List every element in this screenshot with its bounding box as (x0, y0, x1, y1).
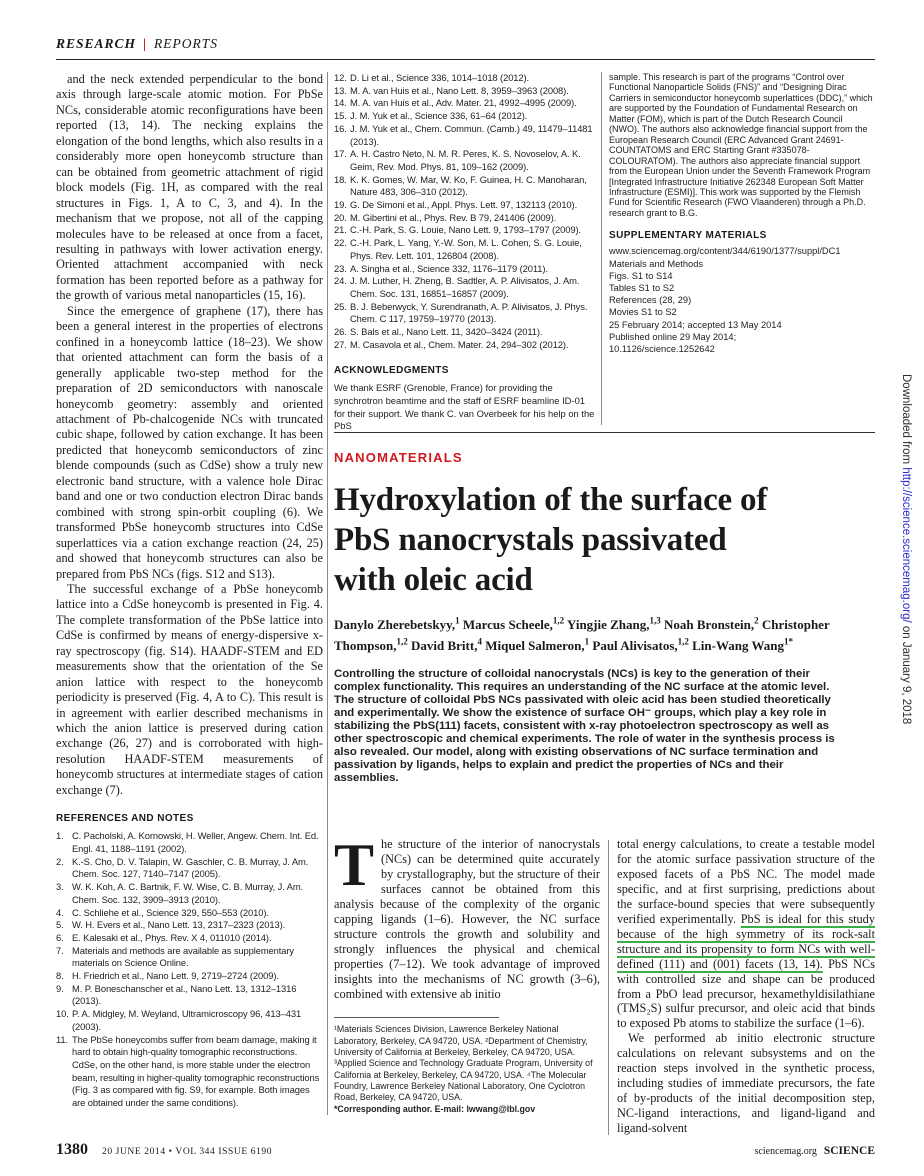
author-affiliation-sup: 1,3 (649, 616, 661, 626)
body-paragraph: Since the emergence of graphene (17), there has been a general interest in the properties of electrons confined in a honeycomb lattice (18–23). We show that oriented attachment can form the basis of a generally applicable two-step method for the preparation of 2D semiconductors with nanoscale honeycomb geometry: assembly and oriented attachment of Pb-chalcogenide NCs with truncated cubic shape, followed by cation exchange. It has been predicted that honeycomb semiconductors of zinc blende compounds (such as CdSe) show a truly new electronic band structure, with a valence hole Dirac band and one or two conduction electron Dirac bands combined with strong spin-orbit coupling (6). We transformed PbSe honeycomb structures into CdSe superlattices via a cation exchange reaction (24, 25) and showed that honeycomb structures can also be prepared from PbS NCs (figs. S12 and S13). (56, 303, 323, 581)
article-body-col-b (617, 837, 875, 1136)
footer-site: sciencemag.org (754, 1146, 817, 1157)
reference-text: D. Li et al., Science 336, 1014–1018 (2012). (350, 72, 530, 83)
page-footer (56, 1141, 875, 1159)
reference-number: 15. (334, 110, 347, 122)
author-name: Lin-Wang Wang (692, 638, 785, 654)
reference-item (334, 224, 596, 237)
header-rule (56, 59, 875, 60)
footer-brand: SCIENCE (823, 1145, 875, 1157)
reference-number: 14. (334, 97, 347, 109)
reference-item (56, 983, 323, 1008)
reference-item (56, 881, 323, 906)
reference-number: 23. (334, 262, 347, 274)
reference-text: K.-S. Cho, D. V. Talapin, W. Gaschler, C. B. Murray, J. Am. Chem. Soc. 127, 7140–7147 (2005). (72, 855, 309, 880)
date-line: 10.1126/science.1252642 (609, 343, 715, 354)
reference-item (334, 174, 596, 199)
continued-paragraph (617, 837, 875, 1031)
acknowledgments-heading: ACKNOWLEDGMENTS (334, 365, 449, 377)
supplementary-line: Materials and Methods (609, 258, 704, 269)
author (411, 638, 485, 653)
column-previous-article (56, 72, 323, 1110)
reference-item (56, 945, 323, 970)
article-abstract: Controlling the structure of colloidal nanocrystals (NCs) is key to the generation of their complex functionality. This requires an understanding of the NC surface at the atomic level. The structure of colloidal PbS NCs passivated with oleic acid has been studied theoretically and experimentally. We show the existence of surface OH⁻ groups, which play a key role in stabilizing the PbS(111) facets, consistent with x-ray photoelectron spectroscopy as well as other spectroscopic and chemical experiments. The role of water in the synthesis process is also revealed. Our model, along with existing observations of NC surface termination and passivation by ligands, helps to explain and predict the properties of NCs and their assemblies. (334, 667, 835, 785)
supplementary-heading: SUPPLEMENTARY MATERIALS (609, 230, 767, 242)
reference-number: 22. (334, 237, 347, 249)
reference-number: 27. (334, 338, 347, 350)
reference-number: 1. (56, 830, 64, 842)
reference-text: Materials and methods are available as supplementary materials on Science Online. (72, 944, 295, 969)
reference-item (334, 339, 596, 352)
reference-text: K. K. Gomes, W. Mar, W. Ko, F. Guinea, H. C. Manoharan, Nature 483, 306–310 (2012). (350, 173, 587, 198)
date-line: Published online 29 May 2014; (609, 331, 737, 342)
author (485, 638, 592, 653)
acknowledgments-continued: sample. This research is part of the programs “Control over Functional Nanoparticle Solids (FNS)” and “Designing Dirac Carriers in semiconductor honeycomb superlattices (DDC),” which are supported by the Foundation of Fundamental Research on Matter (FOM), which is part of the Dutch Research Council (NWO). The authors also acknowledge financial support from the European Research Council (ERC Advanced Grant 24691-COUNTATOMS and ERC Starting Grant #335078-COLOURATOM). The authors also appreciate financial support from the European Union under the Seventh Framework Program [Integrated Infrastructure Initiative 262348 European Soft Matter Infrastructure (ESMI)]. This work was supported by the Flemish Fund for Scientific Research (FWO Vlaanderen) through a Ph.D. research grant to B.G. (609, 72, 873, 218)
reference-number: 2. (56, 855, 64, 867)
title-line: with oleic acid (334, 562, 533, 598)
reference-number: 21. (334, 224, 347, 236)
supplementary-list (609, 245, 873, 318)
column-rule-body (608, 840, 609, 1135)
article-title (334, 480, 875, 600)
reference-item (334, 212, 596, 225)
reference-item (334, 275, 596, 300)
reference-text: J. M. Luther, H. Zheng, B. Sadtler, A. P. Alivisatos, J. Am. Chem. Soc. 131, 16851–16857 (2009). (350, 275, 580, 299)
reference-list-12-27 (334, 72, 596, 351)
download-watermark (900, 374, 912, 814)
reference-text: P. A. Midgley, M. Weyland, Ultramicroscopy 96, 413–431 (2003). (72, 1008, 302, 1032)
reference-number: 25. (334, 300, 347, 312)
author-affiliation-sup: 1 (455, 616, 460, 626)
article-top-rule (334, 432, 875, 433)
reference-item (334, 263, 596, 276)
author-name: Miquel Salmeron, (485, 638, 585, 654)
reference-number: 26. (334, 326, 347, 338)
supplementary-line: www.sciencemag.org/content/344/6190/1377/suppl/DC1 (609, 246, 841, 257)
green-underlined-annotation[interactable]: PbS is ideal for this study because of the high symmetry of its rock-salt structure and its propensity to form NCs with well-defined (111) and (001) facets (13, 14). (617, 911, 875, 971)
footnote-rule (334, 1017, 499, 1018)
author (592, 638, 692, 653)
reference-item (56, 1008, 323, 1033)
author-name: Yingjie Zhang, (566, 617, 650, 633)
reference-text: E. Kalesaki et al., Phys. Rev. X 4, 011010 (2014). (72, 931, 272, 943)
reference-text: C.-H. Park, L. Yang, Y.-W. Son, M. L. Cohen, S. G. Louie, Phys. Rev. Lett. 101, 126804 (2008). (350, 237, 582, 261)
reference-text: G. De Simoni et al., Appl. Phys. Lett. 97, 132113 (2010). (350, 199, 578, 211)
reference-text: C.-H. Park, S. G. Louie, Nano Lett. 9, 1793–1797 (2009). (350, 224, 581, 236)
reference-item (56, 919, 323, 932)
reference-number: 6. (56, 931, 64, 943)
header-reports-label: REPORTS (154, 36, 219, 51)
corresponding-author-note: *Corresponding author. E-mail: lwwang@lbl.gov (334, 1103, 536, 1114)
author-name: Marcus Scheele, (462, 617, 553, 633)
article-body-col-a (334, 832, 600, 1115)
author (567, 617, 664, 632)
header-divider: | (143, 36, 148, 51)
article-head (334, 450, 875, 785)
reference-text: W. K. Koh, A. C. Bartnik, F. W. Wise, C. B. Murray, J. Am. Chem. Soc. 132, 3909–3913 (2010). (72, 881, 304, 905)
acknowledgments-text: We thank ESRF (Grenoble, France) for providing the synchrotron beamtime and the staff of ESRF beamline ID-01 for their support. We thank C. van Overbeek for his help on the PbS (334, 382, 595, 432)
author-name: Danylo Zherebetskyy, (334, 617, 456, 633)
affiliations-footnote: ¹Materials Sciences Division, Lawrence Berkeley National Laboratory, Berkeley, CA 94720, USA. ²Department of Chemistry, University of California at Berkeley, Berkeley, CA 94720, USA. ³Applied Science and Technology Graduate Program, University of California at Berkeley, Berkeley, CA 94720, USA. ⁴The Molecular Foundry, Lawrence Berkeley National Laboratory, One Cyclotron Road, Berkeley, CA 94720, USA. (334, 1024, 593, 1103)
reference-text: M. A. van Huis et al., Nano Lett. 8, 3959–3963 (2008). (350, 84, 569, 96)
column-rule-mid (601, 72, 602, 425)
reference-text: C. Schliehe et al., Science 329, 550–553 (2010). (72, 906, 269, 918)
reference-number: 7. (56, 944, 64, 956)
author-affiliation-sup: 1,2 (677, 636, 689, 647)
reference-text: A. H. Castro Neto, N. M. R. Peres, K. S. Novoselov, A. K. Geim, Rev. Mod. Phys. 81, 109–162 (2009). (350, 148, 581, 172)
author-name: Noah Bronstein, (664, 617, 755, 633)
reference-text: W. H. Evers et al., Nano Lett. 13, 2317–2323 (2013). (72, 919, 286, 931)
reference-item (334, 123, 596, 148)
reference-number: 17. (334, 148, 347, 160)
reference-text: H. Friedrich et al., Nano Lett. 9, 2719–2724 (2009). (72, 970, 279, 982)
previous-article-text (56, 72, 323, 798)
reference-number: 20. (334, 211, 347, 223)
second-paragraph: We performed ab initio electronic structure calculations on relevant subsystems and on the reaction steps involved in the synthetic process, including studies of immediate precursors, the fate of by-products of the initial decomposition step, NC-ligand interactions, and ligand-ligand and ligand-solvent (617, 1031, 875, 1136)
reference-number: 3. (56, 881, 64, 893)
reference-text: The PbSe honeycombs suffer from beam damage, making it hard to obtain high-quality tomographic reconstructions. CdSe, on the other hand, is more stable under the electron beam, resulting in higher-quality tomographic reconstructions (Fig. 3 as compared with fig. S9, for example. Both images are obtained under the same conditions). (72, 1033, 320, 1109)
author (463, 617, 567, 632)
author (334, 617, 463, 632)
reference-text: B. J. Beberwyck, Y. Surendranath, A. P. Alivisatos, J. Phys. Chem. C 117, 19759–19770 (2013). (350, 300, 588, 325)
author-affiliation-sup: 1,2 (552, 616, 565, 626)
reference-item (56, 830, 323, 855)
body-paragraph: The successful exchange of a PbSe honeycomb lattice into a CdSe honeycomb is presented in Fig. 4. The complete transformation of the PbSe lattice into CdSe is confirmed by means of energy-dispersive x-ray spectroscopy (fig. S14). HAADF-STEM and ED measurements show that the orientation of the Se anion lattice with respect to the honeycomb periodicity is preserved (Fig. 4, A to C). This result is in agreement with earlier described mechanisms in which the anion lattice is preserved during cation exchange (26, 27) and is corroborated with high-resolution HAADF-STEM measurements of honeycomb structures at intermediate stages of cation exchange (7). (56, 581, 323, 797)
reference-number: 12. (334, 72, 347, 83)
reference-number: 13. (334, 84, 347, 96)
reference-item (56, 1034, 323, 1110)
reference-text: M. P. Boneschanscher et al., Nano Lett. 13, 1312–1316 (2013). (72, 982, 297, 1007)
reference-item (334, 85, 596, 98)
author-affiliation-sup: 2 (754, 616, 759, 626)
reference-item (334, 72, 596, 85)
reference-text: S. Bals et al., Nano Lett. 11, 3420–3424 (2011). (350, 326, 543, 338)
reference-text: C. Pacholski, A. Kornowski, H. Weller, Angew. Chem. Int. Ed. Engl. 41, 1188–1191 (2002). (72, 830, 319, 854)
author-affiliation-sup: 1 (584, 636, 590, 647)
body-paragraph: and the neck extended perpendicular to the bond axis through large-scale atomic motion. For PbSe NCs, considerable atomic reconfigurations have been reported (13, 14). The necking explains the elongation of the bond lengths, which also results in a considerably more open honeycomb structure than can be obtained from geometric attachment of rigid block models (Fig. 1H, as compared with the real structures in Figs. 1, A to C, 3, and 4). In the mechanism that we propose, not all of the capping molecules have to be released at once from a facet, resulting in pathways with lower activation energy. Oriented attachment accompanied with neck formation has been reported before as a pathway for the growth of various metal nanoparticles (15, 16). (56, 72, 323, 303)
supplementary-line: References (28, 29) (609, 295, 692, 306)
footnote-block (334, 1017, 600, 1114)
reference-number: 16. (334, 122, 347, 134)
reference-number: 10. (56, 1008, 69, 1020)
supplementary-line: Movies S1 to S2 (609, 307, 677, 318)
references-heading: REFERENCES AND NOTES (56, 813, 194, 825)
issue-info: 20 JUNE 2014 • VOL 344 ISSUE 6190 (102, 1147, 273, 1157)
author-affiliation-sup: 1* (784, 636, 794, 647)
column-rule-left (327, 72, 328, 1115)
reference-number: 5. (56, 919, 64, 931)
section-label: NANOMATERIALS (334, 450, 463, 465)
supplementary-line: Tables S1 to S2 (609, 282, 675, 293)
paragraph-text-before: total energy calculations, to create a testable model for the atomic surface passivation structure of the exposed facets of a PbS NC. The model made specific, and at first surprising, predictions about the surface-bound species that were subsequently verified experimentally. (617, 837, 875, 926)
column-supplementary (609, 72, 873, 355)
author-affiliation-sup: 1,2 (396, 636, 408, 647)
author-name: Christopher Thompson, (334, 617, 830, 654)
reference-item (334, 110, 596, 123)
page-number: 1380 (56, 1141, 88, 1158)
first-paragraph-text: he structure of the interior of nanocrystals (NCs) can be determined quite accurately by crystallography, but the structure of their surfaces cannot be obtained from this analysis because of the complexity of the organic capping ligands (1–6). However, the NC surface structure controls the growth and solubility and strongly influences the physical and chemical properties (7–12). We took advantage of improved insights into the mechanisms of NC growth (3–6), combined with extensive ab initio (334, 837, 600, 1001)
reference-number: 8. (56, 970, 64, 982)
reference-text: A. Singha et al., Science 332, 1176–1179 (2011). (350, 262, 548, 274)
reference-item (334, 97, 596, 110)
reference-text: M. A. van Huis et al., Adv. Mater. 21, 4992–4995 (2009). (350, 97, 577, 109)
reference-number: 18. (334, 173, 347, 185)
reference-number: 9. (56, 982, 64, 994)
title-line: Hydroxylation of the surface of (334, 482, 768, 518)
author-affiliation-sup: 4 (477, 636, 482, 647)
dropcap: T (334, 832, 375, 898)
page-header (56, 36, 218, 52)
reference-text: M. Casavola et al., Chem. Mater. 24, 294–302 (2012). (350, 338, 569, 350)
date-line: 25 February 2014; accepted 13 May 2014 (609, 319, 782, 330)
author-list (334, 613, 879, 655)
paragraph-text-after: PbS NCs with controlled size and shape can be produced from a PbO lead precursor, hexamethyldisilathiane (TMS₂S) sulfur precursor, and oleic acid that binds to exposed Pb atoms to stabilize the surface (1–6). (617, 956, 875, 1031)
reference-item (334, 148, 596, 173)
download-url-link[interactable]: http://science.sciencemag.org/ (900, 467, 912, 623)
reference-number: 19. (334, 199, 347, 211)
reference-item (56, 856, 323, 881)
reference-item (334, 199, 596, 212)
reference-item (56, 970, 323, 983)
title-line: PbS nanocrystals passivated (334, 522, 727, 558)
download-suffix: on January 9, 2018 (900, 622, 912, 725)
reference-item (334, 326, 596, 339)
first-paragraph (334, 832, 600, 1001)
header-research-label: RESEARCH (56, 36, 137, 51)
reference-item (56, 932, 323, 945)
reference-item (334, 237, 596, 262)
reference-item (334, 301, 596, 326)
reference-list-1-11 (56, 830, 323, 1109)
reference-item (56, 907, 323, 920)
supplementary-dates (609, 319, 873, 356)
author (692, 638, 793, 653)
reference-number: 4. (56, 906, 64, 918)
reference-text: J. M. Yuk et al., Chem. Commun. (Camb.) 49, 11479–11481 (2013). (350, 122, 593, 147)
reference-text: J. M. Yuk et al., Science 336, 61–64 (2012). (350, 110, 528, 122)
reference-number: 24. (334, 275, 347, 287)
supplementary-line: Figs. S1 to S14 (609, 270, 673, 281)
author (664, 617, 762, 632)
author-name: David Britt, (411, 638, 478, 654)
download-prefix: Downloaded from (900, 374, 912, 468)
reference-number: 11. (56, 1033, 69, 1045)
author-name: Paul Alivisatos, (592, 638, 678, 654)
column-references-mid (334, 72, 596, 433)
reference-text: M. Gibertini et al., Phys. Rev. B 79, 241406 (2009). (350, 211, 557, 223)
